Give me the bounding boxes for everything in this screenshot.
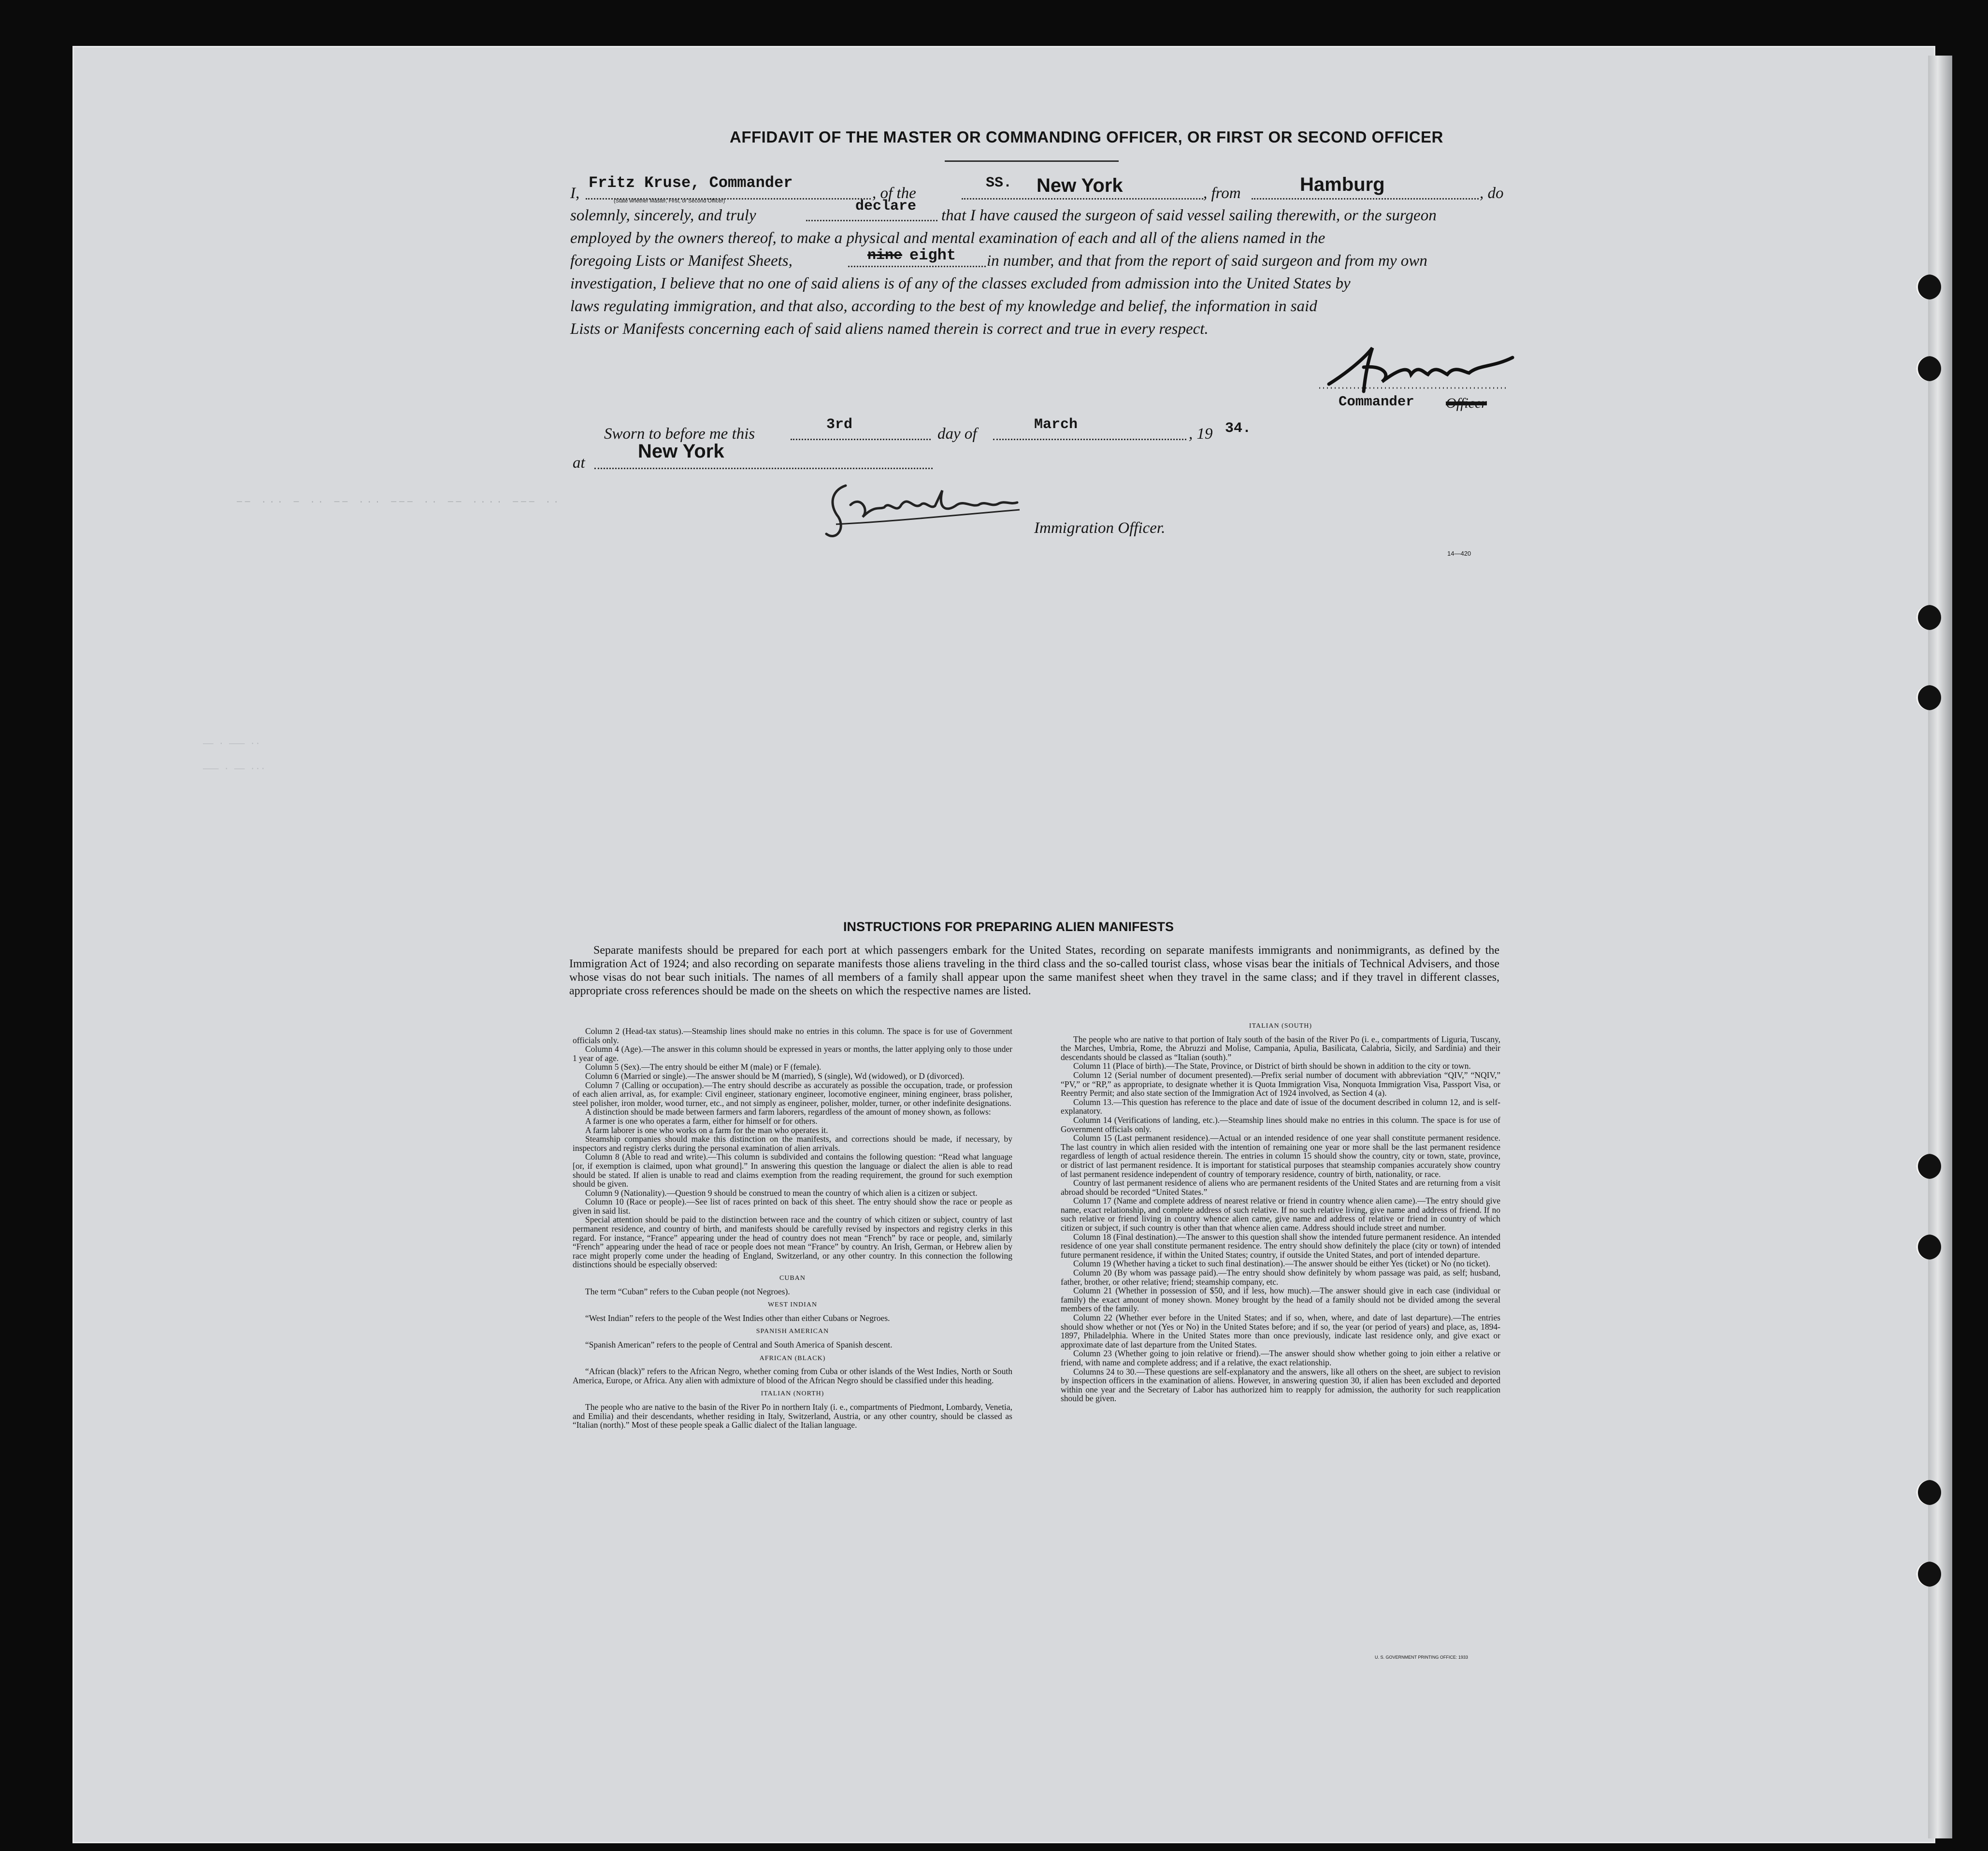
- year-prefix: , 19: [1189, 425, 1213, 443]
- instruction-paragraph: Column 2 (Head-tax status).—Steamship lines should make no entries in this column. The space is for use of Government officials only.: [573, 1026, 1012, 1045]
- affidavit-title: AFFIDAVIT OF THE MASTER OR COMMANDING OFFICER, OR FIRST OR SECOND OFFICER: [730, 128, 1443, 146]
- line6: laws regulating immigration, and that also, according to the best of my knowledge and belief, the information in said: [570, 298, 1317, 315]
- instructions-left-column: [573, 1027, 1012, 1430]
- line2-rest: that I have caused the surgeon of said vessel sailing therewith, or the surgeon: [941, 207, 1437, 224]
- instruction-paragraph: A farm laborer is one who works on a farm for the man who operates it.: [585, 1125, 828, 1135]
- officer-hint: (State whether Master, First, or Second Officer): [614, 198, 725, 204]
- at-place-line: [594, 468, 933, 469]
- section-heading: WEST INDIAN: [767, 1301, 818, 1309]
- sheets-line: [848, 266, 986, 267]
- instruction-paragraph: Country of last permanent residence of aliens who are permanent residents of the United States and are returning from a visit abroad should be recorded “United States.”: [1061, 1178, 1500, 1197]
- instruction-paragraph: Columns 24 to 30.—These questions are self-explanatory and the answers, like all others on the sheet, are subject to revision by inspection officers in the examination of aliens. However, in answering question 30, if alien has been excluded and deported within one year and the Secretary of Labor has authorized him to reapply for admission, the authority for such reapplication should be given.: [1061, 1366, 1500, 1404]
- margin-note: ——— · —— ···: [203, 764, 266, 774]
- instruction-paragraph: Column 17 (Name and complete address of nearest relative or friend in country whence alien came).—The entry should give name, exact relationship, and complete address of such relative. If no such relative living, give name and address of friend. If no such relative or friend living in country whence alien came, give name and address of relative or friend in country of which citizen or subject, if such country is other than that whence alien came. Address should include street and number.: [1061, 1196, 1500, 1233]
- section-heading: ITALIAN (SOUTH): [1249, 1022, 1312, 1030]
- line2-prefix: solemnly, sincerely, and truly: [570, 207, 756, 224]
- instruction-paragraph: “African (black)” refers to the African Negro, whether coming from Cuba or other islands of the West Indies, North or South America, Europe, or Africa. Any alien with admixture of blood of the African Negro should be classified under this heading.: [573, 1366, 1012, 1385]
- instruction-paragraph: Column 21 (Whether in possession of $50, and if less, how much).—The answer should give in each case (individual or family) the exact amount of money shown. Money brought by the head of a family should not be divided among the several members of the family.: [1061, 1286, 1500, 1314]
- from-port-line: [1252, 198, 1479, 200]
- vessel-name: New York: [1037, 175, 1123, 196]
- bleed-through-text: ── ··· ─ ·· ── ··· ─── ·· ── ···· ─── ··: [237, 498, 562, 507]
- instructions-intro: Separate manifests should be prepared for each port at which passengers embark for the United States, recording on separate manifests immigrants and nonimmigrants, as defined by the Immigration Act of 1924; and also recording on separate manifests those aliens traveling in the third class and the so-called tourist class, whose visas bear the initials of Technical Advisers, and those whose visas do not bear such initials. The names of all members of a family shall appear upon the same manifest sheet when they travel in the same class; and if they travel in different classes, appropriate cross references should be made on the sheets on which the respective names are listed.: [569, 944, 1499, 997]
- do-label: , do: [1480, 185, 1504, 202]
- instructions-right-column: [1061, 1022, 1500, 1403]
- instruction-paragraph: Special attention should be paid to the distinction between race and the country of which citizen or subject, country of last permanent residence, and country of birth, and manifests should be carefully revised by inspectors and registry clerks in this regard. For instance, “France” appearing under the head of country does not mean “French” by race or people, and, similarly “French” appearing under the head of race or people does not mean “France” by country. An Irish, German, or Hebrew alien by race might properly come under the heading of England, Switzerland, or any other country. In this connection the following distinctions should be especially observed:: [573, 1215, 1012, 1270]
- at-place: New York: [638, 441, 724, 462]
- section-heading: AFRICAN (BLACK): [759, 1354, 826, 1362]
- instruction-paragraph: Column 4 (Age).—The answer in this column should be expressed in years or months, the latter applying only to those under 1 year of age.: [573, 1044, 1012, 1063]
- binder-hole: [1916, 1154, 1941, 1179]
- binder-hole: [1916, 274, 1941, 300]
- instruction-paragraph: The people who are native to the basin of the River Po in northern Italy (i. e., compartments of Piedmont, Lombardy, Venetia, and Emilia) and their descendants, whether residing in Italy, Switzerland, Austria, or any other country, should be classed as “Italian (north).” Most of these people speak a Gallic dialect of the Italian language.: [573, 1402, 1012, 1430]
- sworn-day: 3rd: [826, 416, 853, 433]
- sworn-month: March: [1034, 416, 1078, 433]
- instruction-paragraph: Column 11 (Place of birth).—The State, Province, or District of birth should be shown in addition to the city or town.: [1073, 1061, 1471, 1071]
- binder-hole: [1916, 1480, 1941, 1505]
- instruction-paragraph: Column 10 (Race or people).—See list of races printed on back of this sheet. The entry should show the race or people as given in said list.: [573, 1197, 1012, 1216]
- sworn-day-line: [791, 439, 931, 440]
- binder-hole: [1916, 1562, 1941, 1587]
- sheets-struck: nine: [867, 247, 903, 264]
- printer-imprint: U. S. GOVERNMENT PRINTING OFFICE: 1933: [1375, 1655, 1468, 1660]
- instruction-paragraph: Column 14 (Verifications of landing, etc.).—Steamship lines should make no entries in this column. The space is for use of Government officials only.: [1061, 1115, 1500, 1134]
- instruction-paragraph: Column 9 (Nationality).—Question 9 should be construed to mean the country of which alien is a citizen or subject.: [585, 1188, 978, 1198]
- instruction-paragraph: Column 19 (Whether having a ticket to such final destination).—The answer should be either Yes (ticket) or No (no ticket).: [1073, 1259, 1491, 1269]
- instruction-paragraph: Column 13.—This question has reference to the place and date of issue of the document described in column 12, and is self-explanatory.: [1061, 1097, 1500, 1116]
- officer-name: Fritz Kruse, Commander: [589, 174, 793, 192]
- instruction-paragraph: Column 22 (Whether ever before in the United States; and if so, when, where, and date of last departure).—The entries should show whether or not (Yes or No) in the United States before; and if so, the year (or period of years) and place, as, 1894-1897, Philadelphia. Where in the United States more than once previously, indicate last residence only, and give exact or approximate date of last departure from the United States.: [1061, 1313, 1500, 1349]
- line5: investigation, I believe that no one of said aliens is of any of the classes excluded from admission into the United States by: [570, 275, 1351, 292]
- instruction-paragraph: Column 8 (Able to read and write).—This column is subdivided and contains the following question: “Read what language [or, if exemption is claimed, upon what ground].” In answering this question the language or dialect the alien is able to read should be stated. If alien is unable to read and claims exemption from the reading requirement, the ground for such exemption should be given.: [573, 1152, 1012, 1189]
- instruction-paragraph: Column 18 (Final destination).—The answer to this question shall show the intended future permanent residence. An intended residence of one year shall constitute permanent residence. The entry should show definitely the place (city or town) of intended future permanent residence, if within the United States; country, if outside the United States, and port of intended departure.: [1061, 1232, 1500, 1260]
- line1-prefix: I,: [570, 185, 580, 202]
- declare-word: declare: [855, 198, 917, 215]
- instruction-paragraph: The term “Cuban” refers to the Cuban people (not Negroes).: [585, 1286, 790, 1296]
- declare-line: [806, 220, 937, 221]
- year-suffix: 34.: [1225, 420, 1252, 437]
- instruction-paragraph: A distinction should be made between farmers and farm laborers, regardless of the amount of money shown, as follows:: [585, 1107, 991, 1117]
- binder-hole: [1916, 1234, 1941, 1260]
- day-of-label: day of: [937, 425, 977, 443]
- instruction-paragraph: Column 20 (By whom was passage paid).—The entry should show definitely by whom passage was paid, as self; husband, father, brother, or other relative; friend; steamship company, etc.: [1061, 1268, 1500, 1287]
- line4-rest: in number, and that from the report of said surgeon and from my own: [987, 252, 1427, 270]
- section-heading: CUBAN: [779, 1275, 806, 1282]
- at-label: at: [573, 454, 585, 472]
- instruction-paragraph: “West Indian” refers to the people of the West Indies other than either Cubans or Negroes.: [585, 1313, 890, 1323]
- vessel-line: [962, 198, 1203, 200]
- instruction-paragraph: Column 15 (Last permanent residence).—Actual or an intended residence of one year shall constitute permanent residence. The last country in which alien resided with the intention of remaining one year or more shall be the last permanent residence regardless of length of actual residence therein. The entries in column 15 should show the country, city or town, state, province, or district of last permanent residence. It is important for statistical purposes that steamship companies accurately show country of last permanent residence independent of country of temporary residence, country of birth, nationality, or race.: [1061, 1133, 1500, 1179]
- instruction-paragraph: Column 23 (Whether going to join relative or friend).—The answer should show whether going to join either a relative or friend, with name and complete address; and if a relative, the exact relationship.: [1061, 1349, 1500, 1367]
- title-rule: [945, 160, 1119, 162]
- line7: Lists or Manifests concerning each of said aliens named therein is correct and true in every respect.: [570, 320, 1209, 338]
- of-the-label: , of the: [872, 185, 916, 202]
- sheets-count: eight: [909, 246, 956, 264]
- signature-struck: Officer: [1446, 395, 1487, 411]
- instruction-paragraph: A farmer is one who operates a farm, either for himself or for others.: [585, 1116, 818, 1126]
- line4-prefix: foregoing Lists or Manifest Sheets,: [570, 252, 792, 270]
- instruction-paragraph: “Spanish American” refers to the people of Central and South America of Spanish descent.: [585, 1340, 893, 1349]
- binder-hole: [1916, 605, 1941, 630]
- immigration-officer-signature: [817, 476, 1078, 548]
- section-heading: ITALIAN (NORTH): [761, 1390, 824, 1398]
- from-port: Hamburg: [1300, 174, 1385, 195]
- margin-note: —— · ——— ··: [203, 739, 260, 749]
- form-number: 14—420: [1447, 550, 1471, 557]
- signature-title: Commander: [1339, 394, 1414, 410]
- vessel-prefix: SS.: [986, 175, 1012, 191]
- immigration-officer-label: Immigration Officer.: [1034, 519, 1166, 537]
- instruction-paragraph: Column 12 (Serial number of document presented).—Prefix serial number of document with abbreviation “QIV,” “NQIV,” “PV,” or “RP,” as appropriate, to designate whether it is Quota Immigration Visa, Nonquota Immigration Visa, Passport Visa, or Reentry Permit; and also state section of the Immigration Act of 1924 involved, as Section 4 (a).: [1061, 1070, 1500, 1098]
- from-label: , from: [1203, 185, 1241, 202]
- instruction-paragraph: Column 5 (Sex).—The entry should be either M (male) or F (female).: [585, 1062, 821, 1072]
- instructions-title: INSTRUCTIONS FOR PREPARING ALIEN MANIFESTS: [843, 919, 1174, 934]
- instruction-paragraph: Column 6 (Married or single).—The answer should be M (married), S (single), Wd (widowed), or D (divorced).: [585, 1071, 965, 1081]
- binder-hole: [1916, 685, 1941, 710]
- line3: employed by the owners thereof, to make a physical and mental examination of each and all of the aliens named in the: [570, 230, 1325, 247]
- section-heading: SPANISH AMERICAN: [756, 1328, 829, 1335]
- instruction-paragraph: Column 7 (Calling or occupation).—The entry should describe as accurately as possible the occupation, trade, or profession of each alien arrival, as, for example: Civil engineer, stationary engineer, locomotive engineer, mining engineer, brass polisher, steel polisher, iron molder, wood turner, etc., and not simply as engineer, polisher, molder, turner, or other indefinite designations.: [573, 1080, 1012, 1108]
- binder-hole: [1916, 356, 1941, 381]
- sworn-month-line: [993, 439, 1186, 440]
- instruction-paragraph: Steamship companies should make this distinction on the manifests, and corrections should be made, if necessary, by inspectors and registry clerks during the personal examination of alien arrivals.: [573, 1134, 1012, 1153]
- master-signature: [1319, 338, 1522, 401]
- instruction-paragraph: The people who are native to that portion of Italy south of the basin of the River Po (i. e., compartments of Liguria, Tuscany, the Marches, Umbria, Rome, the Abruzzi and Molise, Campania, Apulia, Basilicata, Calabria, Sicily, and Sardinia) and their descendants should be classed as “Italian (south).”: [1061, 1034, 1500, 1062]
- sworn-label: Sworn to before me this: [604, 425, 755, 443]
